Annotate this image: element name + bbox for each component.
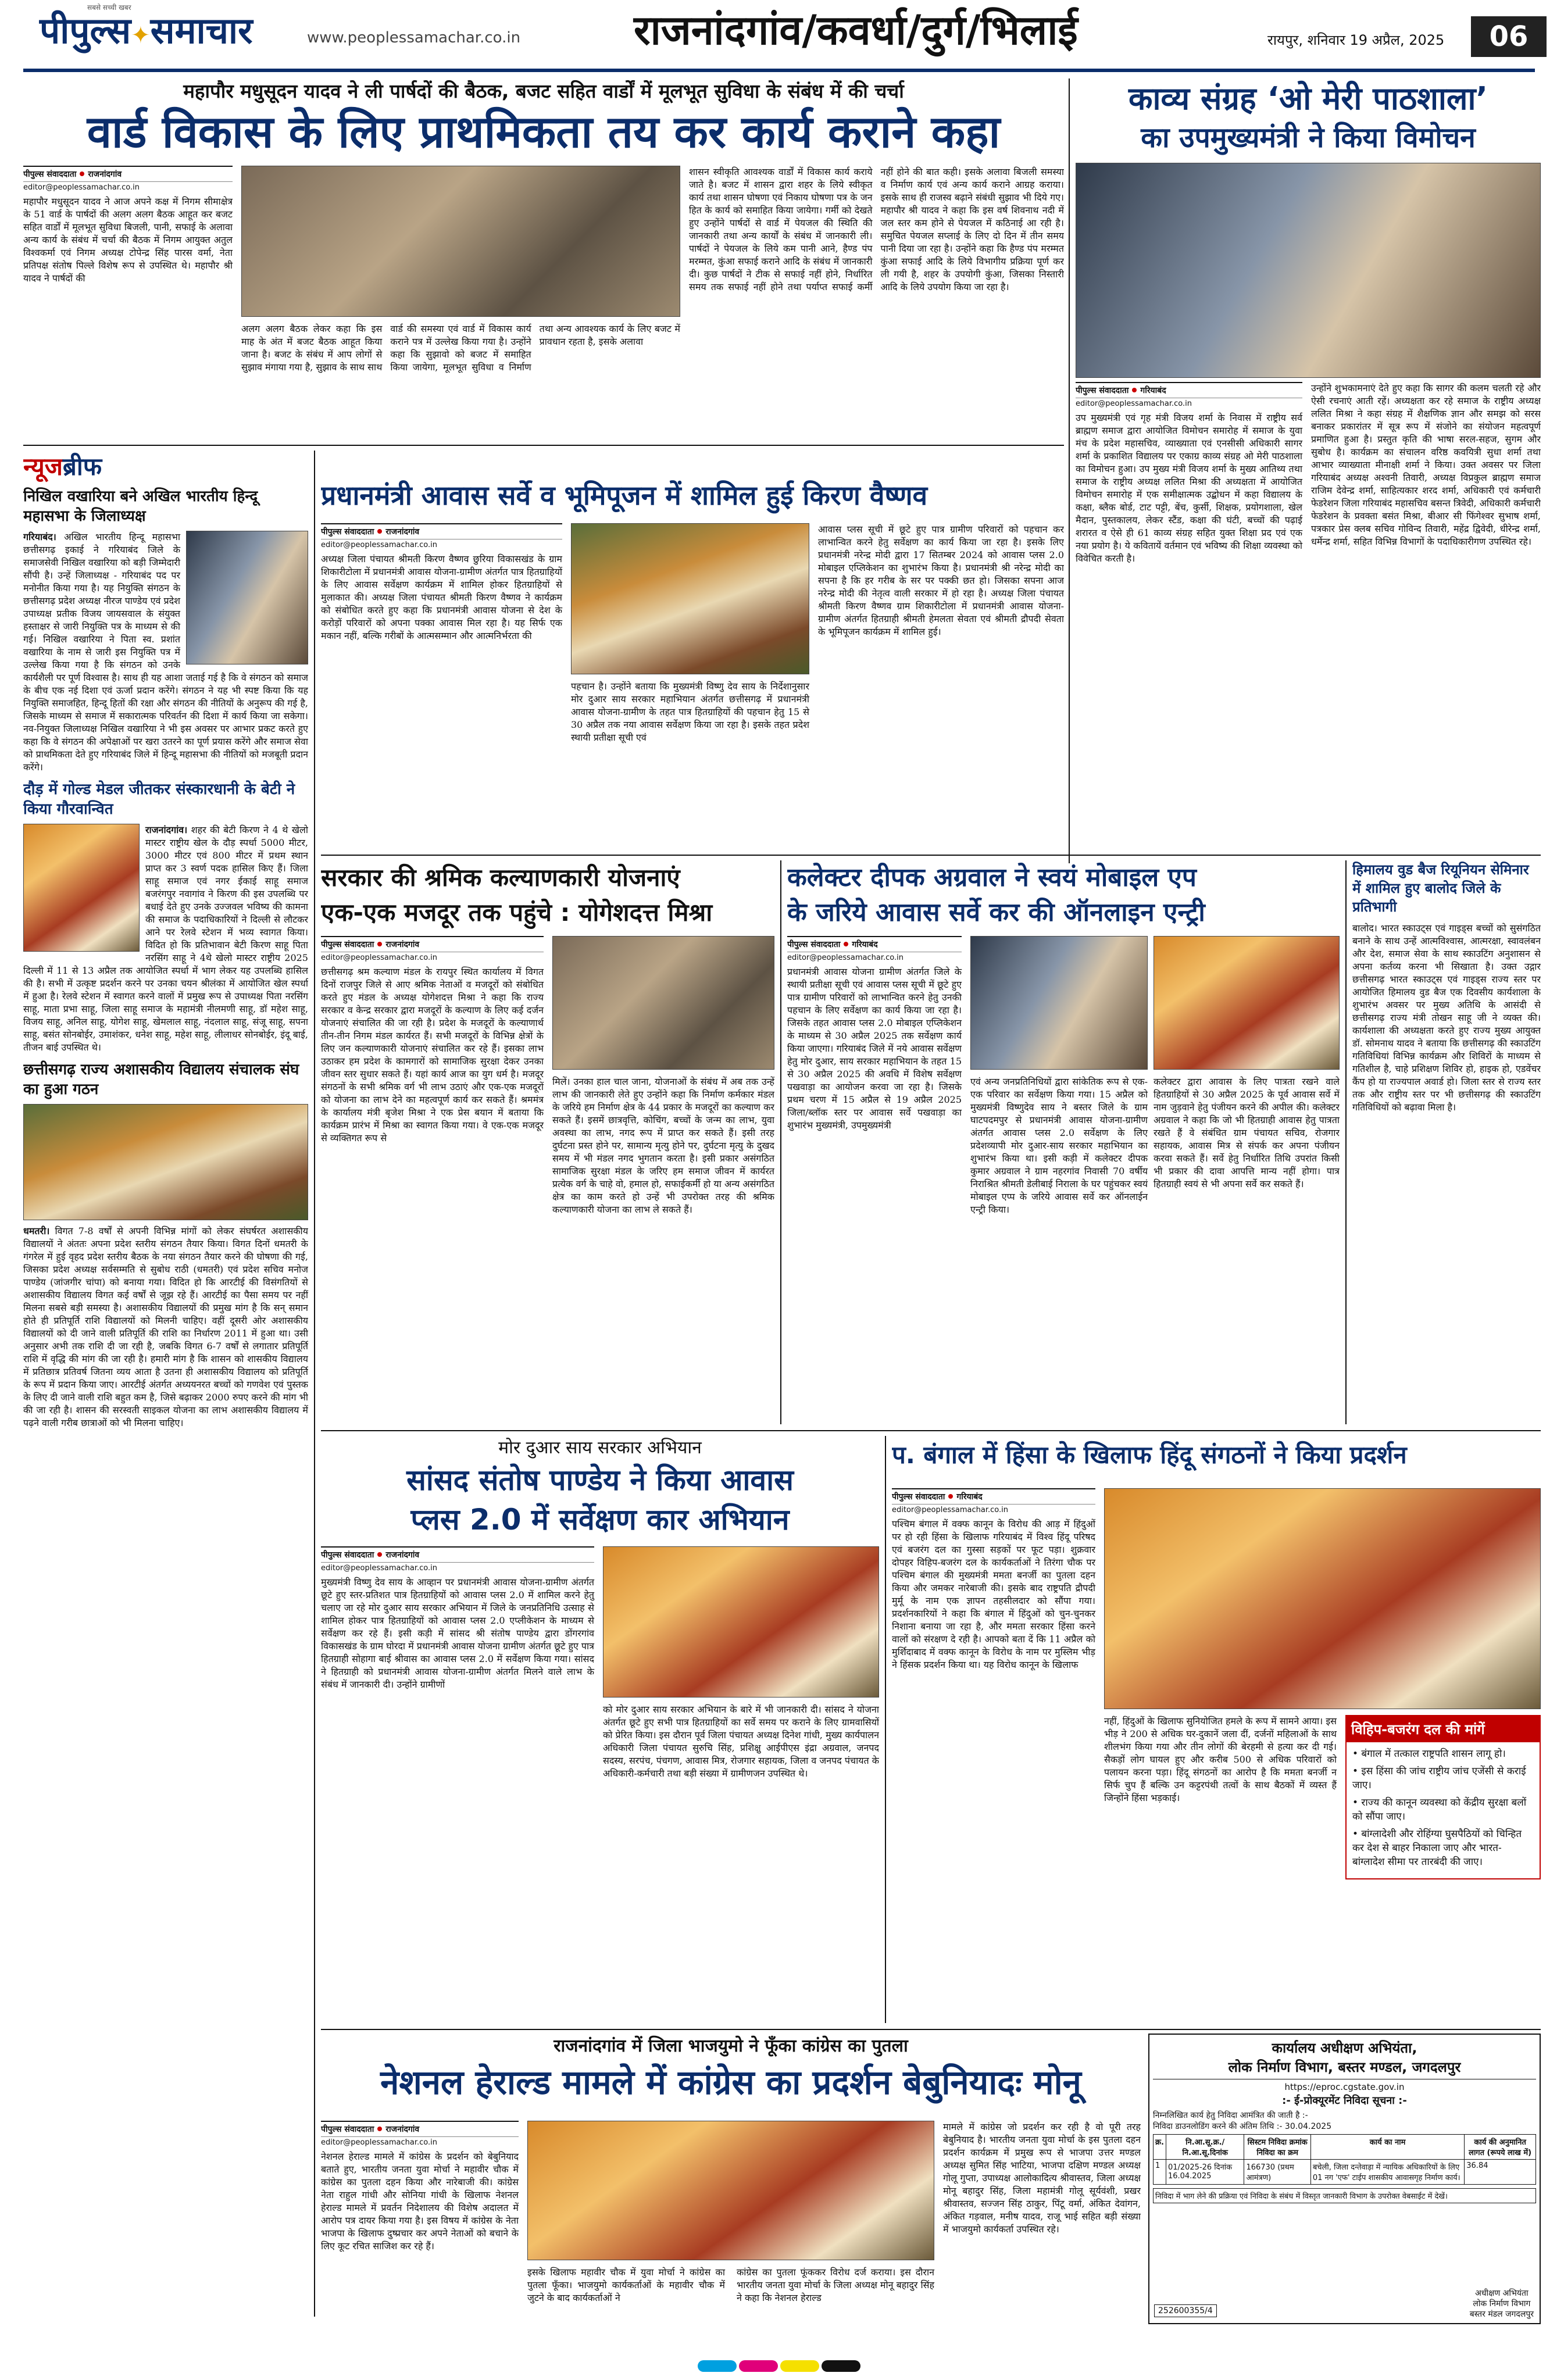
label-a: न्यूज [23,452,63,481]
tender-column-header: क्र. [1154,2135,1166,2160]
sign-line-1: अधीक्षण अभियंता [1475,2289,1529,2298]
lead-headline: वार्ड विकास के लिए प्राथमिकता तय कर कार्य कराने कहा [87,106,1001,158]
byline-place: राजनांदगांव [385,940,420,949]
congress-col3: कांग्रेस का पुतला फूंककर विरोध दर्ज कराया। इस दौरान भारतीय जनता युवा मोर्चा के जिला अध्यक्ष मोनू बहादुर सिंह ने कहा कि नेशनल हेराल्ड [737,2267,934,2303]
sign-line-3: बस्तर मंडल जगदलपुर [1469,2310,1534,2319]
byline-text: पीपुल्स संवाददाता [321,2125,374,2134]
byline-place: गरियाबंद [956,1492,983,1502]
congress-photo [527,2121,934,2260]
congress-kicker: राजनांदगांव में जिला भाजयुमो ने फूँका कांग्रेस का पुतला [553,2036,908,2056]
lead-col2: अलग अलग बैठक लेकर कहा कि इस माह के अंत में बजट बैठक आहूत किया जाना है। बजट के संबंध में आप लोगों से सुझाव मंगाया गया है, सुझाव के साथ साथ वार्ड की समस्या एवं वार्ड में विकास कार्य [241,323,531,373]
sansad-story [321,1436,879,2023]
column-rule [1345,860,1347,1424]
shramik-headline-2: एक-एक मजदूर तक पहुंचे : योगेशदत्त मिश्रा [321,898,713,927]
brief-1-photo [186,531,308,664]
byline-place: राजनांदगांव [385,2125,420,2134]
column-rule [321,2029,1541,2030]
column-rule [321,1430,1541,1431]
shramik-headline-1: सरकार की श्रमिक कल्याणकारी योजनाएं [321,863,680,892]
bengal-col2: नहीं, हिंदुओं के खिलाफ सुनियोजित हमले के रूप में सामने आया। इस भीड़ ने 200 से अधिक घर-दुकानें जला दीं, दर्जनों महिलाओं के साथ शीलभंग किया गया और तीन लोगों की बेरहमी से हत्या कर दी गई। सैकड़ों लोग घायल हुए और करीब 500 से अधिक परिवारों को पलायन करना पड़ा। हिंदू संगठनों का आरोप है कि ममता बनर्जी न सिर्फ चुप हैं बल्कि उन कट्टरपंथी तत्वों के साथ बैठकों में व्यस्त हैं जिन्होंने हिंसा भड़काई। [1104,1716,1337,1803]
bengal-story [892,1436,1541,2023]
bengal-demands-list [1347,1742,1540,1869]
body: शहर की बेटी किरण ने 4 थे खेलो मास्टर राष्ट्रीय खेल के दौड़ स्पर्धा 5000 मीटर, 3000 मीटर एवं 800 मीटर में प्रथम स्थान प्राप्त कर 3 स्वर्ण पदक हासिल किए हैं। जिला साहू समाज एवं नगर ईकाई साहू समाज बजरंगपुर नवागांव ने किरण की इस उपलब्धि पर बधाई देते हुए उनके उज्जवल भविष्य की कामना की समाज के पदाधिकारियों ने दिल्ली से लौटकर आने पर रेलवे स्टेशन में भव्य स्वागत किया। विदित हो कि प्रतिभावान बेटी किरण साहू पिता नरसिंग साहू ने 4थे खेलो मास्टर राष्ट्रीय 2025 दिल्ली में 11 से 13 अप्रैल तक आयोजित स्पर्धा में भाग लेकर यह उपलब्धि हासिल की है। सभी में उत्कृष्ट प्रदर्शन करने पर उनका चयन श्रीलंका में आयोजित खेल स्पर्धा में हुआ है। रेलवे स्टेशन में स्वागत करने वालों में प्रमुख रूप से उपाध्यक्ष पिता नरसिंग साहू, माता प्रभा साहू, जिला साहू समाज के महामंत्री नीलमणी साहू, डॉ महेश साहू, विजय साहू, अनिल साहू, योगेश साहू, खेमलाल साहू, नंदलाल साहू, संजू साहू, सपना साहू, बसंत सोनबोईर, उमाशंकर, धनेश साहू, महेश साहू, लीलाधर सोनबोईर, इंदू बाई, तीजन बाई उपस्थित थे। [23,824,308,1053]
kavya-col2: उन्होंने शुभकामनाएं देते हुए कहा कि सागर की कलम चलती रहे और ऐसी रचनाएं आती रहें। अध्यक्षता कर रहे समाज के राष्ट्रीय अध्यक्ष ललित मिश्रा ने कहा संग्रह में शैक्षणिक ज्ञान और समझ को सरस बनाकर प्रकारांतर में सूत्र रूप में संजोने का संयोजन महत्वपूर्ण प्रमाणित हुआ है। प्रस्तुत कृति की भाषा सरल-सहज, सुगम और सुबोध है। कार्यक्रम का संचालन वरिष्ठ कवयित्री सुधा शर्मा तथा आभार व्याख्याता मीनाक्षी शर्मा ने किया। उक्त अवसर पर जिला गरियाबंद अध्यक्ष अश्वनी तिवारी, अध्यक्ष विप्रकुल ब्राह्मण समाज राजिम देवेन्द्र शर्मा, साहित्यकार शरद शर्मा, अधिकारी एवं कर्मचारी फेडरेशन जिला गरियाबंद महासचिव बसन्त त्रिवेदी, अधिकारी कर्मचारी फेडरेशन के प्रवक्ता बसंत मिश्रा, बीआर सी फिंगेश्वर सुभाष शर्मा, पत्रकार प्रेस क्लब सचिव गोविन्द तिवारी, महेंद्र द्विवेदी, धीरेन्द्र शर्मा, धर्मेन्द्र शर्मा, सहित विभिन्न विभागों के पदाधिकारीगण उपस्थित रहे। [1311,383,1541,547]
lead-col1: महापौर मधुसूदन यादव ने आज अपने कक्ष में निगम सीमाक्षेत्र के 51 वार्ड के पार्षदों की अलग अलग बैठक आहूत कर बजट सहित वार्डों में मूलभूत सुविधा बिजली, पानी, सफाई के अलावा अन्य कार्य के संबंध में चर्चा की बैठक में निगम आयुक्त अतुल विश्वकर्मा एवं निगम अध्यक्ष टोपेन्द्र सिंह पारस वर्मा, नेता प्रतिपक्ष संतोष पिल्ले विशेष रूप से उपस्थित थे। महापौर श्री यादव ने पार्षदों की [23,196,233,284]
page-number: 06 [1471,16,1547,57]
body: अखिल भारतीय हिन्दू महासभा छत्तीसगढ़ इकाई ने गरियाबंद जिले के समाजसेवी निखिल वखारिया को बड़ी जिम्मेदारी सौंपी है। उन्हें जिलाध्यक्ष - गरियाबंद पद पर मनोनीत किया गया है। यह नियुक्ति संगठन के छत्तीसगढ़ प्रदेश अध्यक्ष नीरज पाण्डेय एवं प्रदेश उपाध्यक्ष प्रतीक विजय जायसवाल के संयुक्त हस्ताक्षर से जारी नियुक्ति पत्र के माध्यम से की गई। निखिल वखारिया ने पिता स्व. प्रशांत वखारिया के नाम से जारी इस नियुक्ति पत्र में उल्लेख किया गया है कि संगठन को उनके कार्यशैली पर पूर्ण विश्वास है। साथ ही यह आशा जताई गई है कि वे संगठन को समाज के बीच एक नई दिशा एवं ऊर्जा प्रदान करेंगे। संगठन ने यह भी स्पष्ट किया कि यह नियुक्ति समाजहित, हिन्दू हितों की रक्षा और संगठन की नीतियों के अनुरूप की गई है, जिसके माध्यम से समाज में सकारात्मक परिवर्तन की दिशा में कार्य किया जा सकेगा। नव-नियुक्त जिलाध्यक्ष निखिल वखारिया ने भी इस अवसर पर आभार प्रकट करते हुए कहा कि वे संगठन की अपेक्षाओं पर खरा उतरने का पूर्ण प्रयास करेंगे और समाज सेवा को प्राथमिकता देते हुए गरियाबंद जिले में हिन्दू महासभा की नीतियों को मजबूती प्रदान करेंगे। [23,531,308,773]
lead-kicker: महापौर मधुसूदन यादव ने ली पार्षदों की बैठक, बजट सहित वार्डों में मूलभूत सुविधा के संबंध में की चर्चा [183,80,904,102]
masthead-rule [23,69,1535,72]
reg-mark [739,2360,778,2372]
awas-kiran-story [321,477,1064,849]
logo-right: समाचार [150,9,253,52]
bengal-headline: प. बंगाल में हिंसा के खिलाफ हिंदू संगठनों ने किया प्रदर्शन [892,1441,1407,1469]
column-rule [23,445,1064,446]
masthead [0,0,1557,69]
brief-2-headline: दौड़ में गोल्ड मेडल जीतकर संस्कारधानी के बेटी ने किया गौरवान्वित [23,781,295,818]
sansad-col1: मुख्यमंत्री विष्णु देव साय के आव्हान पर प्रधानमंत्री आवास योजना-ग्रामीण अंतर्गत छूटे हुए स्तर-प्रतिशत पात्र हितग्राहियों को आवास प्लस 2.0 में शामिल करने हेतु चलाए जा रहे मोर दुआर साय सरकार अभियान में जिले के जनप्रतिनिधि उत्साह से शामिल होकर पात्र हितग्राहियों को आवास प्लस 2.0 एप्लीकेशन के माध्यम से सर्वेक्षण कर रहे हैं। इसी कड़ी में सांसद श्री संतोष पाण्डेय द्वारा डोंगरगांव विकासखंड के ग्राम घोरदा में प्रधानमंत्री आवास योजना ग्रामीण अंतर्गत छूटे हुए पात्र हितग्राही सोहागा बाई श्रीवास का आवास प्लस 2.0 में सर्वेक्षण किया गया। सांसद ने हितग्राही को प्रधानमंत्री आवास योजना-ग्रामीण अंतर्गत मिलने वाले लाभ के संबंध में जानकारी दी। उन्होंने ग्रामीणों [321,1577,594,1690]
bengal-byline [892,1488,1095,1505]
congress-story [321,2034,1141,2324]
congress-email: editor@peoplessamachar.co.in [321,2138,437,2147]
shramik-email: editor@peoplessamachar.co.in [321,953,437,962]
collector-col1: प्रधानमंत्री आवास योजना ग्रामीण अंतर्गत जिले के स्थायी प्रतीक्षा सूची एवं आवास प्लस सूची में छूटे हुए पात्र ग्रामीण परिवारों को लाभान्वित करने हेतु उनकी पहचान के लिए सर्वेक्षण का कार्य किया जा रहा है। जिसके तहत आवास प्लस 2.0 मोबाइल एप्लिकेशन के माध्यम से 30 अप्रैल 2025 तक सर्वेक्षण कार्य किया जाएगा। गरियाबंद जिले में नये आवास सर्वेक्षण हेतु मोर दुआर, साय सरकार महाभियान के तहत 15 से 30 अप्रैल 2025 की अवधि में विशेष सर्वेक्षण पखवाड़ा का आयोजन करवा जा रहा है। जिसके प्रथम चरण में 15 अप्रैल से 19 अप्रैल 2025 जिला/ब्लॉक स्तर पर आवास सर्वे पखवाड़ा का शुभारंभ मुख्यमंत्री, उपमुख्यमंत्री [787,966,962,1131]
bengal-demands-box [1345,1715,1541,1879]
column-rule [885,1436,886,2023]
tender-ref: 252600355/4 [1154,2304,1217,2317]
tender-office-1: कार्यालय अधीक्षण अभियंता, [1272,2040,1417,2056]
shramik-col1: छत्तीसगढ़ श्रम कल्याण मंडल के रायपुर स्थित कार्यालय में विगत दिनों राजपुर जिले से आए श्रमिक नेताओं व मजदूरों को संबोधित करते हुए मंडल के अध्यक्ष योगेशदत्त मिश्रा ने कहा कि राज्य सरकार व केन्द्र सरकार द्वारा मजदूरों के कल्याण के लिए कई दर्जन योजनाएं संचालित की जा रही है। प्रदेश के मजदूरों के कल्याणार्थ तीन-तीन निगम मंडल कार्यरत हैं। सभी मजदूरों के विभिन्न क्षेत्रों के लिए जन कल्याणकारी योजनाएं संचालित कर रहे हैं। इसका लाभ उठाकर हम प्रदेश के कामगारों को सामाजिक सुरक्षा देकर उनका जीवन स्तर सुधार सकते हैं। यहां कार्य आज का युग धर्म है। मजदूर संगठनों के सभी श्रमिक वर्ग भी लाभ उठाएं और एक-एक मजदूरों को योजना का लाभ देने का महत्वपूर्ण कार्य कर सकते हैं। श्रममंत्र के कार्यालय मंत्री बृजेश मिश्रा ने एक प्रेस बयान में बताया कि कार्यक्रम प्रारंभ में मिश्रा का स्वागत किया गया। वे एक-एक मजदूर से व्यक्तिगत रूप से [321,966,544,1143]
sansad-email: editor@peoplessamachar.co.in [321,1564,437,1573]
collector-headline-2: के जरिये आवास सर्वे कर की ऑनलाइन एन्ट्री [787,898,1205,927]
shramik-photo [552,936,774,1070]
collector-headline-1: कलेक्टर दीपक अग्रवाल ने स्वयं मोबाइल एप [787,863,1197,892]
news-brief [23,451,308,2317]
site-url: www.peoplessamachar.co.in [307,29,521,47]
brief-1-headline: निखिल वखारिया बने अखिल भारतीय हिन्दू महासभा के जिलाध्यक्ष [23,488,258,525]
byline-place: गरियाबंद [1140,386,1166,395]
place: गरियाबंद। [23,531,56,542]
bullet-icon [80,171,84,176]
collector-email: editor@peoplessamachar.co.in [787,953,904,962]
demand-item: • राज्य की कानून व्यवस्था को केंद्रीय सुरक्षा बलों को सौंपा जाए। [1352,1797,1527,1822]
tender-footer: निविदा में भाग लेने की प्रक्रिया एवं निविदा के संबंध में विस्तृत जानकारी विभाग के उपरोक्त वेबसाईट में देखें। [1153,2188,1536,2203]
lead-col3: कराने पत्र में उल्लेख किया गया है। उन्होंने कहा कि सुझावो को बजट में समाहित किया जायेगा, मूलभूत सुविधा व निर्माण तथा अन्य आवश्यक कार्य के लिए बजट में प्रावधान रहता है, इसके अलावा [390,323,680,373]
byline-text: पीपुल्स संवाददाता [23,170,77,179]
lead-story [23,78,1064,439]
logo [40,10,252,56]
kavya-byline [1076,382,1302,398]
bullet-icon [948,1494,953,1499]
bengal-col1: पश्चिम बंगाल में वक्फ कानून के विरोध की आड़ में हिंदुओं पर हो रही हिंसा के खिलाफ गरियाबंद में विश्व हिंदू परिषद एवं बजरंग दल का गुस्सा सड़कों पर फूट पड़ा। शुक्रवार दोपहर विहिप-बजरंग दल के कार्यकर्ताओं ने तिरंगा चौक पर पश्चिम बंगाल की मुख्यमंत्री ममता बनर्जी का पुतला दहन किया और जमकर नारेबाजी की। इसके बाद राष्ट्रपति द्रौपदी मुर्मू के नाम एक ज्ञापन तहसीलदार को सौंपा गया। प्रदर्शनकारियों ने कहा कि बंगाल में हिंदुओं को चुन-चुनकर निशाना बनाया जा रहा है, और ममता सरकार हिंसा करने वालों को संरक्षण दे रही है। आपको बता दें कि 11 अप्रैल को मुर्शिदाबाद में वक्फ कानून के विरोध के नाम पर मुस्लिम भीड़ ने हिंसक प्रदर्शन किया था। यह विरोध कानून के खिलाफ [892,1518,1095,1670]
column-rule [321,855,1541,856]
byline-place: राजनांदगांव [385,1550,420,1560]
lead-col5: कर्मी नहीं होने की बात कही। इसके अलावा बिजली समस्या व निर्माण कार्य एवं अन्य कार्य कराने आग्रह कराया। इसके साथ ही राजस्व बढ़ाने संबंधी सुझाव भी दिये गए। महापौर श्री यादव ने कहा कि इस वर्ष शिवनाथ नदी में जल स्तर कम होने से पेयजल में कठिनाई आ रही है। समुचित पेयजल सप्लाई के लिए दो दिन में तीन समय पानी दिया जा रहा है। उन्होंने कहा कि हैण्ड पंप मरम्मत कुंआ सफाई आदि के लिये विभागीय प्रक्रिया पूर्ण कर ली गयी है, शहर के उपयोगी कुंआ, जिसका निस्तारी आदि के लिये उपयोग किया जा रहा है। [857,166,1064,292]
reg-mark [822,2360,860,2372]
table-row [1154,2160,1536,2185]
tender-intro: निम्नलिखित कार्य हेतु निविदा आमंत्रित की जाती है :- [1153,2111,1308,2120]
place: राजनांदगांव। [145,824,188,835]
congress-col1: नेशनल हेराल्ड मामले में कांग्रेस के प्रदर्शन को बेबुनियाद बताते हुए, भारतीय जनता युवा मोर्चा ने महावीर चौक में कांग्रेस का पुतला दहन किया और नारेबाजी की। कांग्रेस नेता राहुल गांधी और सोनिया गांधी के खिलाफ नेशनल हेराल्ड मामले में प्रवर्तन निदेशालय की विशेष अदालत में आरोप पत्र दायर किया गया है। इस विषय में कांग्रेस के नेता भाजपा के खिलाफ दुष्प्रचार कर अपने नेताओं को बचाने के लिए कूट रचित साजिश कर रहे हैं। [321,2151,519,2252]
logo-left: पीपुल्स [40,9,131,52]
demand-item: • बांग्लादेशी और रोहिंग्या घुसपैठियों को चिन्हित कर देश से बाहर निकाला जाए और भारत-बांग्लादेश सीमा पर तारबंदी की जाए। [1352,1828,1522,1868]
sansad-kicker: मोर दुआर साय सरकार अभियान [498,1438,702,1458]
demand-item: • बंगाल में तत्काल राष्ट्रपति शासन लागू हो। [1352,1748,1506,1760]
lead-byline [23,166,233,182]
brief-3-photo [23,1104,308,1220]
awas-kiran-byline [321,523,562,539]
tender-office-2: लोक निर्माण विभाग, बस्तर मण्डल, जगदलपुर [1153,2057,1536,2079]
collector-photo-2 [1154,936,1340,1070]
tender-cell: 166730 (प्रथम आमंत्रण) [1244,2160,1310,2185]
tender-notice-title: :- ई-प्रोक्यूरमेंट निविदा सूचना :- [1282,2095,1407,2107]
congress-col2: इसके खिलाफ महावीर चौक में युवा मोर्चा ने कांग्रेस का पुतला फूँका। भाजयुमो कार्यकर्ताओं के महावीर चौक में जुटने के बाद कार्यकर्ताओं ने [527,2267,725,2303]
bullet-icon [377,2127,382,2131]
tender-column-header: कार्य की अनुमानित लागत (रूपये लाख में) [1465,2135,1536,2160]
tender-cell: 36.84 [1465,2160,1536,2185]
tender-cell: बचेली, जिला दन्तेवाड़ा में न्यायिक अधिकारियों के लिए 01 नग 'एफ' टाईप शासकीय आवासगृह निर्माण कार्य। [1310,2160,1464,2185]
tender-signature [1470,2288,1534,2320]
sign-line-2: लोक निर्माण विभाग [1473,2299,1531,2308]
collector-story [787,860,1340,1424]
sansad-headline-1: सांसद संतोष पाण्डेय ने किया आवास [406,1463,794,1497]
bullet-icon [377,942,382,946]
congress-headline: नेशनल हेराल्ड मामले में कांग्रेस का प्रदर्शन बेबुनियादः मोनू [380,2063,1081,2102]
tagline: सबसे सच्ची खबर [87,3,131,12]
kavya-headline-2: का उपमुख्यमंत्री ने किया विमोचन [1141,121,1476,154]
himalaya-headline: हिमालय वुड बैज रियूनियन सेमिनार में शामिल हुए बालोद जिले के प्रतिभागी [1352,862,1529,915]
kavya-col1: उप मुख्यमंत्री एवं गृह मंत्री विजय शर्मा के निवास में राष्ट्रीय सर्व ब्राह्मण समाज द्वारा आयोजित विमोचन समारोह में समाज के युवा मंच के प्रदेश महासचिव, व्याख्याता एवं एनसीसी अधिकारी सागर शर्मा के प्रकाशित विद्यालय पर एकाग्र काव्य संग्रह ओ मेरी पाठशाला का विमोचन हुआ। उप मुख्य मंत्री विजय शर्मा के मुख्य आतिथ्य तथा समाज के राष्ट्रीय अध्यक्ष ललित मिश्रा की अध्यक्षता में आयोजित विमोचन समारोह में एक समीक्षात्मक उद्बोधन में कहा विद्यालय के कक्षा, ब्लैक बोर्ड, टाट पट्टी, बेंच, कुर्सी, शिक्षक, प्रयोगशाला, खेल मैदान, पुस्तकालय, लेकर स्टैंड, कक्षा की घंटी, बच्चों की पढ़ाई शरारत व ऐसे ही 61 काव्य संग्रह सहित युक्त शिक्षा प्रद एवं एक नया प्रयोग है। ये कवितायें वर्तमान एवं भविष्य की शिक्षा व्यवस्था को विवेचित करती है। [1076,412,1302,564]
brief-3-text [23,1225,308,1430]
awas-kiran-photo [571,523,809,674]
kavya-photo [1076,163,1541,378]
awas-kiran-col2: पहचान है। उन्होंने बताया कि मुख्यमंत्री विष्णु देव साय के निर्देशानुसार मोर दुआर साय सरकार महाभियान अंतर्गत छत्तीसगढ़ में प्रधानमंत्री आवास योजना-ग्रामीण के तहत पात्र हितग्राहियों की पहचान हेतु 15 से 30 अप्रैल तक नया आवास सर्वेक्षण किया जा रहा है। इसके तहत प्रदेश स्थायी प्रतीक्षा सूची एवं [571,681,809,743]
byline-place: गरियाबंद [852,940,878,949]
shramik-byline [321,936,544,952]
bullet-icon [377,529,382,534]
collector-col2: एवं अन्य जनप्रतिनिधियों द्वारा सांकेतिक रूप से एक-एक परिवार का सर्वेक्षण किया गया। 15 अप्रैल को मुख्यमंत्री विष्णुदेव साय ने बस्तर जिले के ग्राम घाटपदमपुर से प्रधानमंत्री आवास योजना-ग्रामीण अंतर्गत आवास प्लस 2.0 सर्वेक्षण के लिए प्रदेशव्यापी मोर दुआर-साय सरकार महाभियान का शुभारंभ किया था। इसी कड़ी में कलेक्टर दीपक कुमार अग्रवाल ने ग्राम नहरगांव निवासी 70 वर्षीय निराश्रित श्रीमती डेलीबाई निराला के घर पहुंचकर स्वयं मोबाइल एप्प के जरिये आवास सर्वे कर ऑनलाईन एन्ट्री किया। [970,1076,1148,1215]
tender-column-header: सिस्टम निविदा क्रमांक निविदा का क्रम [1244,2135,1310,2160]
tender-notice [1148,2034,1541,2324]
kavya-story [1076,78,1541,863]
bullet-icon [844,942,848,946]
congress-col4: मामले में कांग्रेस जो प्रदर्शन कर रही है वो पूरी तरह बेबुनियाद है। भारतीय जनता युवा मोर्चा के इस पुतला दहन प्रदर्शन कार्यक्रम में प्रमुख रूप से भाजपा उत्तर मण्डल अध्यक्ष सुमित सिंह भाटिया, भाजपा दक्षिण मण्डल अध्यक्ष गोलू गुप्ता, उपाध्यक्ष आलोकादित्य श्रीवास्तव, जिला अध्यक्ष मोनू बहादुर सिंह, जिला महामंत्री गोलू सूर्यवंशी, प्रखर श्रीवास्तव, सज्जन सिंह ठाकुर, पिंटू वर्मा, अंकित देवांगन, अंकित गड़वाल, मनीष यादव, राजू भाई सहित बड़ी संख्या में भाजयुमो कार्यकर्ता उपस्थित रहे। [943,2121,1141,2235]
congress-byline [321,2121,519,2137]
byline-text: पीपुल्स संवाददाता [1076,386,1129,395]
tender-header-row [1154,2135,1536,2160]
tender-cell: 1 [1154,2160,1166,2185]
byline-text: पीपुल्स संवाददाता [787,940,841,949]
bengal-photo [1104,1488,1541,1709]
reg-mark [698,2360,737,2372]
tender-column-header: कार्य का नाम [1310,2135,1464,2160]
shramik-story [321,860,774,1424]
column-rule [1069,78,1070,863]
byline-text: पीपुल्स संवाददाता [321,527,374,537]
himalaya-story [1352,860,1541,1424]
sansad-col2: को मोर दुआर साय सरकार अभियान के बारे में भी जानकारी दी। सांसद ने योजना अंतर्गत छूटे हुए सभी पात्र हितग्राहियों का सर्वे समय पर कराने के लिए ग्रामवासियों को प्रेरित किया। इस दौरान पूर्व जिला पंचायत अध्यक्ष दिनेश गांधी, मुख्य कार्यपालन अधिकारी जिला पंचायत सुरुचि सिंह, प्रशिक्षु आईपीएस इंद्रा अग्रवाल, जनपद सदस्य, सरपंच, पंचगण, आवास मित्र, रोजगार सहायक, जिला व जनपद पंचायत के अधिकारी-कर्मचारी तथा बड़ी संख्या में ग्रामीणजन उपस्थित थे। [603,1704,879,1779]
section-title: राजनांदगांव/कवर्धा/दुर्ग/भिलाई [634,6,1078,54]
place: धमतरी। [23,1225,50,1237]
demand-item: • इस हिंसा की जांच राष्ट्रीय जांच एजेंसी से कराई जाए। [1352,1766,1526,1791]
column-rule [314,451,315,2317]
lead-email: editor@peoplessamachar.co.in [23,183,140,192]
sansad-photo [603,1546,879,1698]
brief-2-photo [23,824,140,952]
reg-mark [780,2360,819,2372]
byline-text: पीपुल्स संवाददाता [321,940,374,949]
registration-marks [698,2360,860,2372]
sansad-byline [321,1546,594,1563]
sansad-headline-2: प्लस 2.0 में सर्वेक्षण कार अभियान [410,1503,790,1536]
himalaya-text: बालोद। भारत स्काउट्स एवं गाइड्स बच्चों को सुसंगठित बनाने के साथ उन्हें आत्मविश्वास, आत्मरक्षा, स्वावलंबन और देश, समाज सेवा के साथ स्काउटिंग अनुशासन से अपना कर्तव्य करना भी सिखाता है। उक्त उद्गार छत्तीसगढ़ भारत स्काउट्स एवं गाइड्स राज्य स्तर पर आयोजित हिमालय वुड बैज एक दिवसीय कार्यशाला के शुभारंभ अवसर पर मुख्य अतिथि के आसंदी से छत्तीसगढ़ राज्य मंत्री तोखन साहू जी ने व्यक्त की। कार्यशाला की अध्यक्षता करते हुए राज्य मुख्य आयुक्त डॉ. सोमनाथ यादव ने बताया कि छत्तीसगढ़ की स्काउटिंग गतिविधियां विभिन्न कार्यक्रम और शिविरों के माध्यम से गतिशील है, चाहे प्रशिक्षण शिविर हो, हाइक हो, एडवेंचर कैंप हो या राज्यपाल अवार्ड हो। जिला स्तर से राज्य स्तर तक और राष्ट्रीय स्तर पर भी छत्तीसगढ़ की स्काउटिंग गतिविधियों को बढ़ावा मिला है। [1352,923,1541,1113]
brief-3-headline: छत्तीसगढ़ राज्य अशासकीय विद्यालय संचालक संघ का हुआ गठन [23,1061,299,1098]
tender-cell: 01/2025-26 दिनांक 16.04.2025 [1166,2160,1244,2185]
lead-body-right [689,166,1064,439]
tender-column-header: नि.आ.सू.क्र./नि.आ.सू.दिनांक [1166,2135,1244,2160]
lead-col4: शासन स्वीकृति आवश्यक वार्डों में विकास कार्य कराये जाते है। बजट में शासन द्वारा शहर के लिये स्वीकृत कार्य तथा शासन घोषणा एवं निकाय घोषणा पत्र के जन हित के कार्य को समाहित किया जायेगा। गर्मी को देखते हुए उन्होंने पार्षदों से वार्ड में पेयजल की स्थिति की जानकारी तथा अन्य कार्यों के संबंध में जानकारी ली। पार्षदों ने पेयजल के लिये कम पानी आने, हैण्ड पंप मरम्मत, कुंआ सफाई कराने आदि के संबंध में जानकारी दी। कुछ पार्षदों ने टीक से सफाई नहीं होने, निर्धारित समय तक सफाई नहीं होने तथा पर्याप्त सफाई [689,166,873,292]
column-rule [780,860,781,1424]
awas-kiran-headline: प्रधानमंत्री आवास सर्वे व भूमिपूजन में शामिल हुई किरण वैष्णव [321,480,928,511]
collector-col3: कलेक्टर द्वारा आवास के लिए पात्रता रखने वाले हितग्राहियों से 30 अप्रैल 2025 के पूर्व आवास सर्वे में नाम जुड़वाने हेतु पंजीयन करने की अपील की। कलेक्टर अग्रवाल ने कहा कि जो भी हितग्राही आवास हेतु पात्रता रखते हैं वे संबंधित ग्राम पंचायत सचिव, रोजगार सहायक, आवास मित्र से संपर्क कर अपना पंजीयन करवा सकते हैं। सर्वे हेतु निर्धारित तिथि उपरांत किसी भी प्रकार की दावा आपत्ति मान्य नहीं होगा। पात्र हितग्राही स्वयं से भी अपना सर्वे कर सकते हैं। [1154,1076,1340,1189]
awas-kiran-email: editor@peoplessamachar.co.in [321,541,437,549]
byline-place: राजनांदगांव [385,527,420,537]
tender-date-line: निविदा डाउनलोडिंग करने की अंतिम तिथि :- 30.04.2025 [1153,2122,1332,2131]
byline-text: पीपुल्स संवाददाता [321,1550,374,1560]
bengal-email: editor@peoplessamachar.co.in [892,1506,1008,1514]
collector-byline [787,936,962,952]
label-b: ब्रीफ [62,452,102,481]
dateline: रायपुर, शनिवार 19 अप्रैल, 2025 [1267,32,1445,48]
tender-table [1153,2134,1536,2185]
lead-body-below-photo [241,323,680,439]
news-brief-label [23,451,308,483]
bullet-icon [377,1552,382,1557]
awas-kiran-col1: अध्यक्ष जिला पंचायत श्रीमती किरण वैष्णव छुरिया विकासखंड के ग्राम शिकारीटोला में प्रधानमंत्री आवास योजना-ग्रामीण अंतर्गत पात्र हितग्राहियों के लिए आवास सर्वेक्षण कार्यक्रम में शामिल होकर हितग्राहियों से मुलाकात की। अध्यक्ष जिला पंचायत श्रीमती किरण वैष्णव ने कार्यक्रम को संबोधित करते हुए कहा कि प्रधानमंत्री आवास योजना से देश के करोड़ों परिवारों को अपना पक्का आवास मिल रहा है। यह सिर्फ एक मकान नहीं, बल्कि गरीबों के आत्मसम्मान और आत्मनिर्भरता की [321,553,562,641]
bengal-demands-title: विहिप-बजरंग दल की मांगें [1347,1716,1540,1742]
body: विगत 7-8 वर्षों से अपनी विभिन्न मांगों को लेकर संघर्षरत अशासकीय विद्यालयों ने अंततः अपना प्रदेश स्तरीय संगठन तैयार किया। विगत दिनों धमतरी के गंगरेल में हुई वृहद प्रदेश स्तरीय बैठक के नया संगठन तैयार करने की घोषणा की गई, जिसका प्रदेश अध्यक्ष सर्वसम्मति से सुबोध राठी (धमतरी) एवं प्रदेश सचिव मनोज पाण्डेय (जांजगीर चांपा) को बनाया गया। विदित हो कि आरटीई की विसंगतियों से अशासकीय विद्यालय विगत कई वर्षों से जूझ रहे हैं। आरटीई का पैसा समय पर नहीं मिलना सबसे बड़ी समस्या है। अशासकीय विद्यालयों की प्रमुख मांग है कि सन् समान होते ही प्रतिपूर्ति राशि विद्यालयों को मिलनी चाहिए। वहीं दूसरी ओर अशासकीय विद्यालयों को दी जाने वाली प्रतिपूर्ति की राशि का निर्धारण 2011 में हुआ था। उसी अनुसार अभी तक राशि दी जा रही है, जबकि विगत 6-7 वर्षों से लगातार प्रतिपूर्ति राशि में वृद्धि की मांग की जा रही है। हमारी मांग है कि शासन को शासकीय विद्यालय में प्रतिछात्र प्रतिवर्ष जितना व्यय आता है उतना ही अशासकीय विद्यालय को प्रतिपूर्ति के रूप में प्रदान किया जाए। आरटीई अंतर्गत अध्ययनरत बच्चों को गणवेश एवं पुस्तक के लिए दी जाने वाली राशि बहुत कम है, जिसे बढ़ाकर 2000 रुपए करने की मांग भी की जा रही है। शासन की सरस्वती साइकल योजना का लाभ अशासकीय विद्यालय में पढ़ने वाली गरीब छात्राओं को भी मिलना चाहिए। [23,1225,308,1428]
tender-site[interactable]: https://eproc.cgstate.gov.in [1284,2082,1405,2092]
awas-kiran-col3: आवास प्लस सूची में छूटे हुए पात्र ग्रामीण परिवारों को पहचान कर लाभान्वित करने हेतु सर्वेक्षण का कार्य किया जा रहा है। इसके लिए प्रधानमंत्री नरेन्द्र मोदी द्वारा 17 सितम्बर 2024 को आवास प्लस 2.0 मोबाइल एप्लिकेशन का शुभारंभ किया है। प्रधानमंत्री श्री नरेन्द्र मोदी का सपना है कि हर गरीब के सर पर पक्की छत हो। जिसका सपना आज नरेन्द्र मोदी की नेतृत्व वाली सरकार में हो रहा है। अध्यक्ष जिला पंचायत श्रीमती किरण वैष्णव ग्राम शिकारीटोला में प्रधानमंत्री आवास योजना-ग्रामीण अंतर्गत हितग्राही श्रीमती हेमलता सेवता एवं श्रीमती द्रौपदी सेवता के भूमिपूजन कार्यक्रम में शामिल हुई। [818,524,1064,637]
byline-place: राजनांदगांव [88,170,122,179]
kavya-email: editor@peoplessamachar.co.in [1076,399,1192,408]
bullet-icon [1132,388,1137,392]
byline-text: पीपुल्स संवाददाता [892,1492,945,1502]
logo-star-icon: ✦ [131,22,151,49]
collector-photo-1 [970,936,1148,1070]
lead-photo [241,166,680,317]
kavya-headline-1: काव्य संग्रह ‘ओ मेरी पाठशाला’ [1128,80,1488,117]
shramik-col2: मिलें। उनका हाल चाल जाना, योजनाओं के संबंध में अब तक उन्हें लाभ की जानकारी लेते हुए उन्होंने कहा कि निर्माण कर्मकार मंडल के जरिये हम निर्माण क्षेत्र के 44 प्रकार के मजदूरों का कल्याण कर सकते हैं। इसमें छात्रवृत्ति, कोचिंग, बच्चों के जन्म का लाभ, युवा अवस्था का लाभ, नगद रूप में प्राप्त कर सकते हैं। इसी तरह दुर्घटना प्रस्त होने पर, सामान्य मृत्यु होने पर, दुर्घटना मृत्यु के दुखद समय में भी मंडल नगद भुगतान करता है। इसी प्रकार असंगठित सामाजिक सुरक्षा मंडल के जरिए हम समाज जीवन में कार्यरत प्रत्येक वर्ग के चाहे वो, हमाल हो, सफाईकर्मी हो या अन्य असंगठित क्षेत्र का काम करते हो उन्हें भी उपरोक्त तरह की श्रमिक कल्याणकारी योजना का लाभ ले सकते हैं। [552,1076,774,1215]
